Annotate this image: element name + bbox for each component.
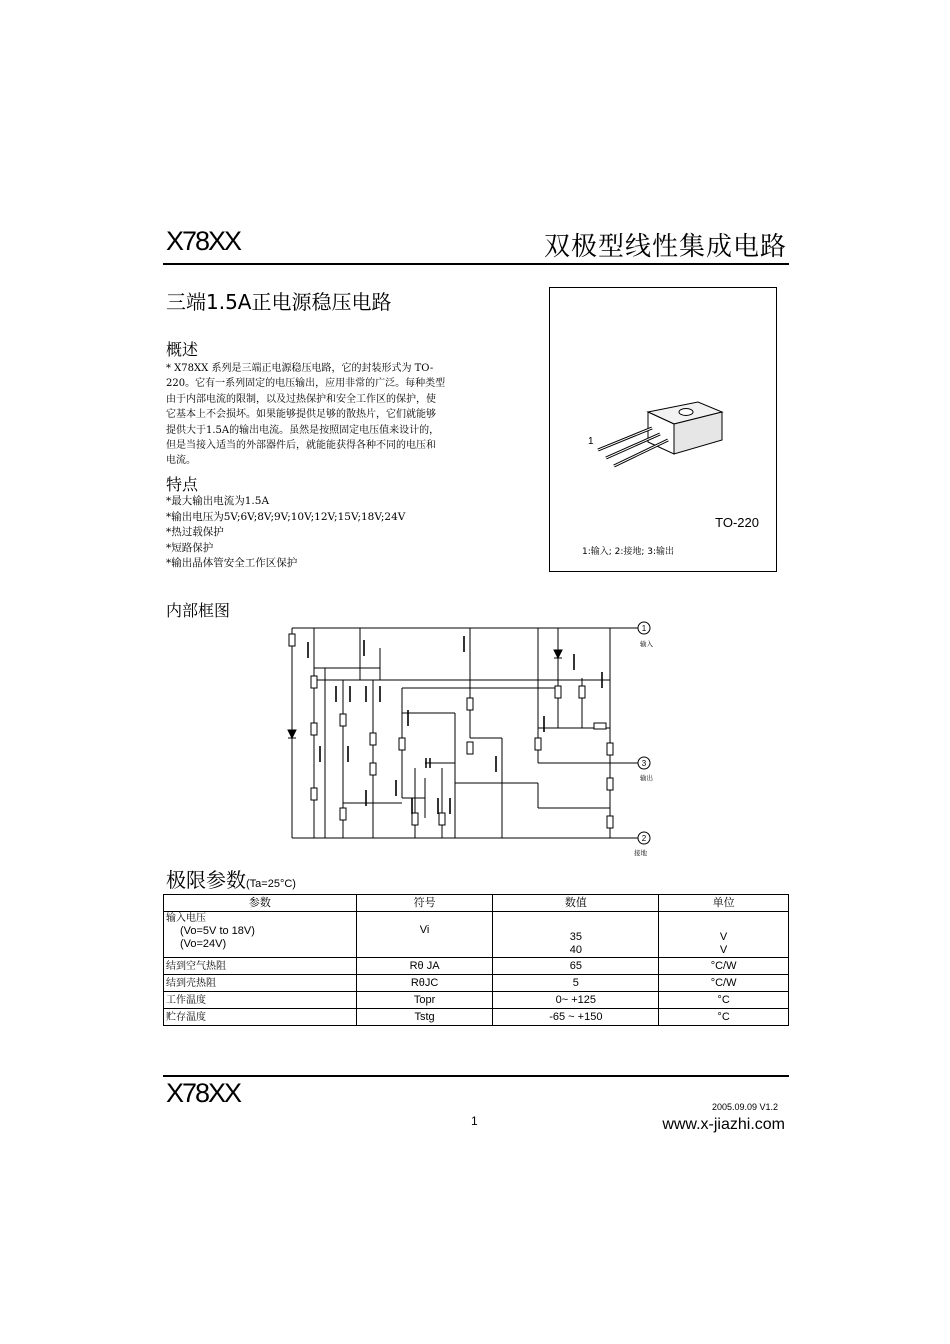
param-cell: 输入电压 (Vo=5V to 18V) (Vo=24V) [164,912,357,958]
table-row [164,912,789,958]
block-diagram-heading: 内部框图 [166,601,231,620]
unit-cell: °C [659,1009,789,1026]
column-header: 符号 [356,895,493,912]
overview-line: 220。它有一系列固定的电压输出，应用非常的广泛。每种类型 [166,378,446,390]
page-number: 1 [471,1114,478,1128]
part-number-title: X78XX [166,226,241,256]
unit-cell: °C/W [659,958,789,975]
unit-cell: °C [659,992,789,1009]
ratings-table [163,894,789,1026]
overview-line: 由于内部电流的限制，以及过热保护和安全工作区的保护，使 [166,393,436,405]
header-rule [163,263,789,265]
overview-line: 但是当接入适当的外部器件后，就能能获得各种不同的电压和 [166,440,436,452]
pin-label-input: 输入 [640,640,653,648]
ratings-heading: 极限参数(Ta=25°C) [166,868,296,892]
to220-package-icon [590,398,740,478]
table-row [164,992,789,1009]
column-header: 参数 [164,895,357,912]
param-cell: 工作温度 [164,992,357,1009]
pin-number: 1 [641,624,647,633]
value-cell: 5 [493,975,659,992]
table-row [164,1009,789,1026]
overview-heading: 概述 [166,340,199,359]
table-row [164,975,789,992]
param-cell: 结到壳热阻 [164,975,357,992]
symbol-cell: Vi [356,912,493,958]
overview-line: 提供大于1.5A的输出电流。虽然是按照固定电压值来设计的， [166,424,440,436]
website-link[interactable]: www.x-jiazhi.com [662,1116,785,1133]
overview-line: 它基本上不会损坏。如果能够提供足够的散热片，它们就能够 [166,409,436,421]
ratings-condition: (Ta=25°C) [246,878,296,890]
overview-line: 电流。 [166,455,196,467]
feature-item: *热过载保护 [166,526,224,538]
version-info: 2005.09.09 V1.2 [711,1102,778,1112]
param-cell: 结到空气热阻 [164,958,357,975]
page-title: 三端1.5A正电源稳压电路 [166,290,392,314]
package-box [549,287,777,572]
pin-description: 1:输入; 2:接地; 3:输出 [582,547,675,557]
feature-item: *短路保护 [166,541,214,554]
overview-line: * X78XX 系列是三端正电源稳压电路，它的封装形式为 TO- [166,363,434,374]
table-row [164,958,789,975]
feature-item: *最大输出电流为1.5A [166,495,270,507]
pin-label-output: 输出 [640,774,653,782]
package-name: TO-220 [715,515,759,530]
column-header: 数值 [493,895,659,912]
footer-part-number: X78XX [166,1078,241,1108]
symbol-cell: Tstg [356,1009,493,1026]
value-cell: -65 ~ +150 [493,1009,659,1026]
unit-cell: °C/W [659,975,789,992]
value-cell: 0~ +125 [493,992,659,1009]
value-cell: 35 40 [493,912,659,958]
pin-number: 3 [641,759,647,768]
feature-item: *输出晶体管安全工作区保护 [166,557,298,569]
column-header: 单位 [659,895,789,912]
pin-label-ground: 接地 [634,849,647,857]
param-cell: 贮存温度 [164,1009,357,1026]
document-category: 双极型线性集成电路 [543,232,787,262]
overview-text [166,361,502,469]
table-header-row [164,895,789,912]
unit-cell: V V [659,912,789,958]
features-heading: 特点 [166,475,199,494]
footer-rule [163,1075,789,1077]
symbol-cell: Rθ JA [356,958,493,975]
feature-item: *输出电压为5V;6V;8V;9V;10V;12V;15V;18V;24V [166,510,406,523]
pin1-label: 1 [588,436,594,447]
features-list [166,494,405,572]
pin-number: 2 [641,834,647,843]
internal-block-diagram [280,618,670,866]
symbol-cell: RθJC [356,975,493,992]
symbol-cell: Topr [356,992,493,1009]
value-cell: 65 [493,958,659,975]
